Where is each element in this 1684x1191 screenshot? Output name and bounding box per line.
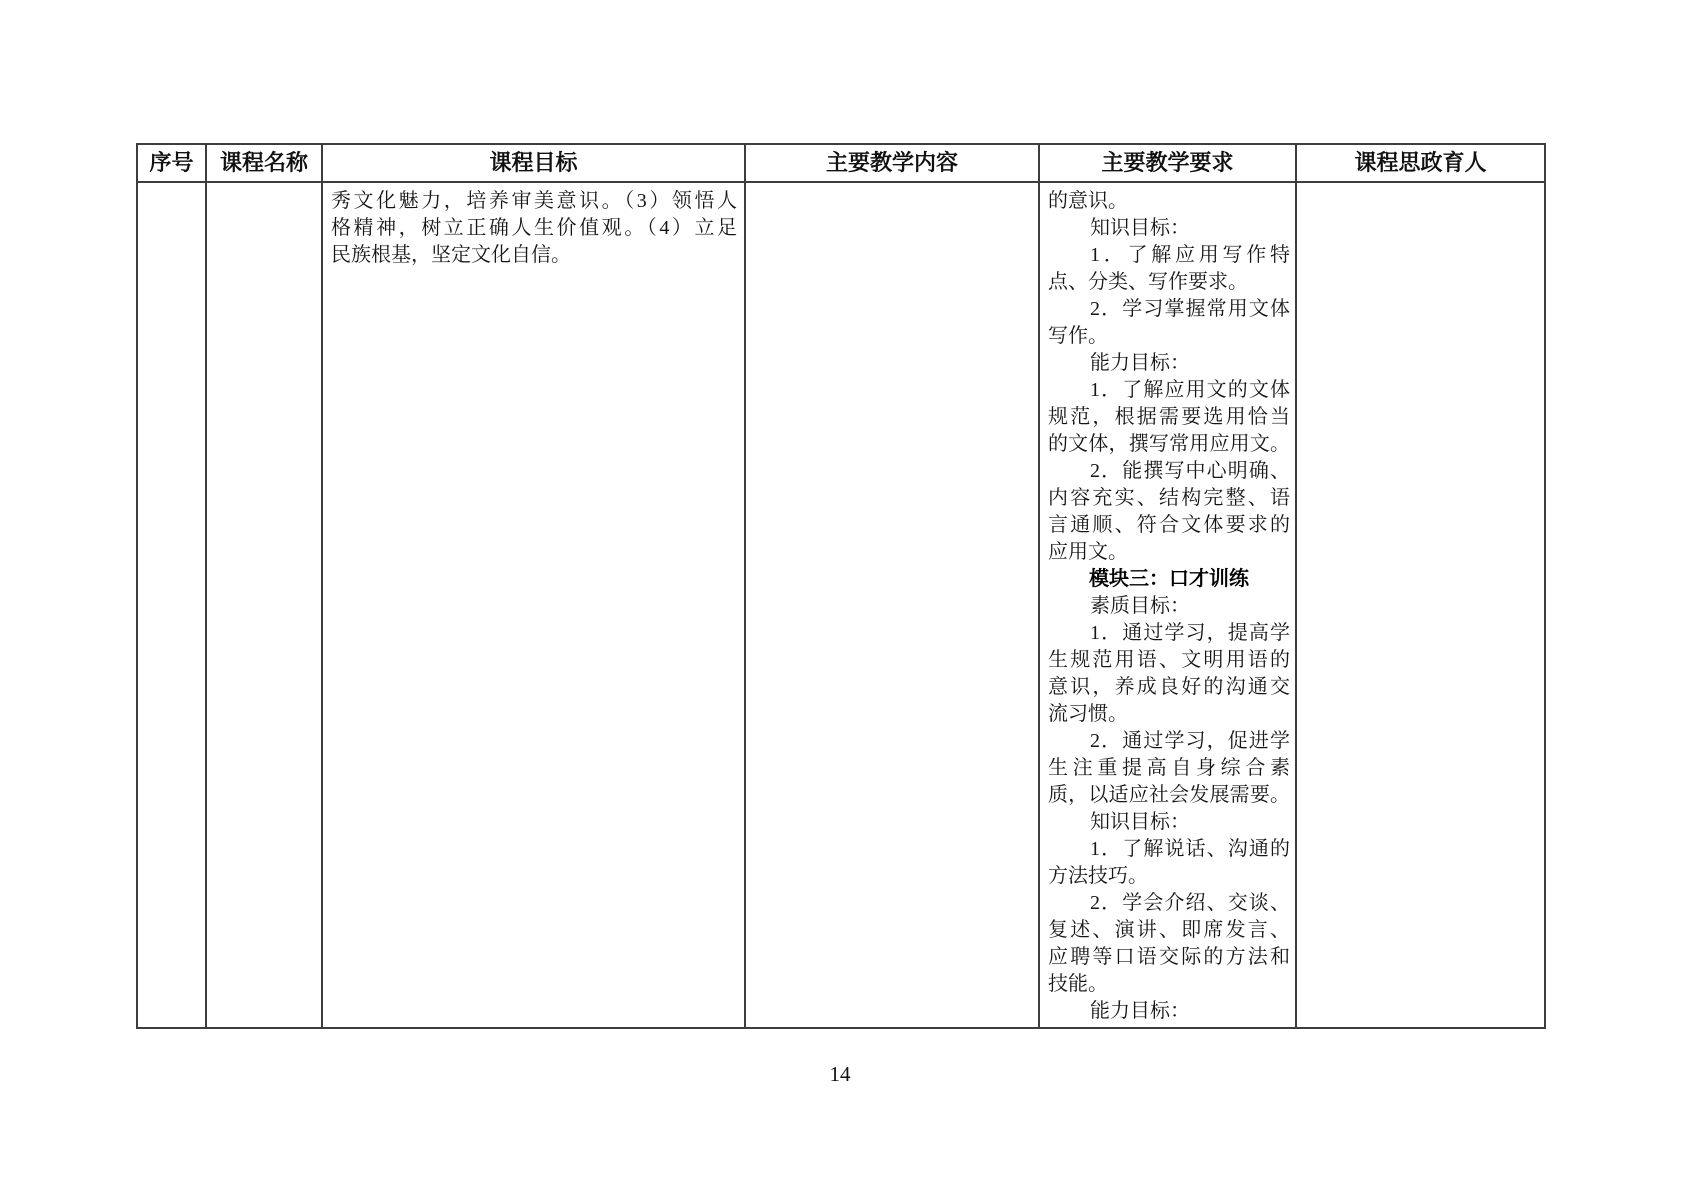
text-line: 2．通过学习，促进学 — [1090, 730, 1290, 752]
text-line: 的文体，撰写常用应用文。 — [1048, 433, 1290, 455]
cell-course-objectives — [322, 182, 745, 1028]
text-line: 能力目标： — [1090, 1000, 1190, 1022]
text-line: 写作。 — [1048, 325, 1108, 347]
text-line: 格精神，树立正确人生价值观。（4）立足 — [331, 217, 737, 239]
text-line: 生规范用语、文明用语的 — [1048, 649, 1290, 671]
header-cell-seq: 序号 — [137, 144, 206, 182]
cell-teaching-content — [745, 182, 1039, 1028]
course-syllabus-table — [136, 143, 1546, 1029]
cell-ideology — [1296, 182, 1545, 1028]
table-body-row — [137, 182, 1545, 1028]
text-line: 意识，养成良好的沟通交 — [1048, 676, 1290, 698]
text-line: 知识目标： — [1090, 217, 1190, 239]
text-line: 民族根基，坚定文化自信。 — [331, 244, 571, 266]
text-line: 素质目标： — [1090, 595, 1190, 617]
header-cell-teaching-requirements: 主要教学要求 — [1039, 144, 1296, 182]
cell-teaching-requirements — [1039, 182, 1296, 1028]
table-header-row — [137, 144, 1545, 182]
text-line: 1．了解应用文的文体 — [1090, 379, 1290, 401]
text-line: 点、分类、写作要求。 — [1048, 271, 1248, 293]
text-line: 1．通过学习，提高学 — [1090, 622, 1290, 644]
text-line: 秀文化魅力，培养审美意识。（3）领悟人 — [331, 190, 737, 212]
text-line: 生注重提高自身综合素 — [1048, 757, 1290, 779]
text-line: 规范，根据需要选用恰当 — [1048, 406, 1290, 428]
text-line: 能力目标： — [1090, 352, 1190, 374]
text-line: 方法技巧。 — [1048, 865, 1148, 887]
text-line: 流习惯。 — [1048, 703, 1128, 725]
text-line: 2．学习掌握常用文体 — [1090, 298, 1290, 320]
text-line: 1．了解应用写作特 — [1090, 244, 1290, 266]
text-line: 质，以适应社会发展需要。 — [1048, 784, 1290, 806]
header-cell-course-name: 课程名称 — [206, 144, 322, 182]
text-line: 应用文。 — [1048, 541, 1128, 563]
page-number: 14 — [829, 1062, 851, 1086]
text-line: 应聘等口语交际的方法和 — [1048, 946, 1290, 968]
text-line: 复述、演讲、即席发言、 — [1048, 919, 1290, 941]
header-cell-teaching-content: 主要教学内容 — [745, 144, 1039, 182]
module-title-line: 模块三：口才训练 — [1089, 568, 1249, 590]
text-line: 1．了解说话、沟通的 — [1090, 838, 1290, 860]
header-cell-ideology: 课程思政育人 — [1296, 144, 1545, 182]
text-line: 知识目标： — [1090, 811, 1190, 833]
text-line: 2．学会介绍、交谈、 — [1090, 892, 1290, 914]
text-line: 2．能撰写中心明确、 — [1090, 460, 1290, 482]
text-line: 内容充实、结构完整、语 — [1048, 487, 1290, 509]
cell-seq — [137, 182, 206, 1028]
text-line: 技能。 — [1048, 973, 1108, 995]
text-line: 言通顺、符合文体要求的 — [1048, 514, 1290, 536]
cell-course-name — [206, 182, 322, 1028]
text-line: 的意识。 — [1048, 190, 1128, 212]
header-cell-course-objectives: 课程目标 — [322, 144, 745, 182]
